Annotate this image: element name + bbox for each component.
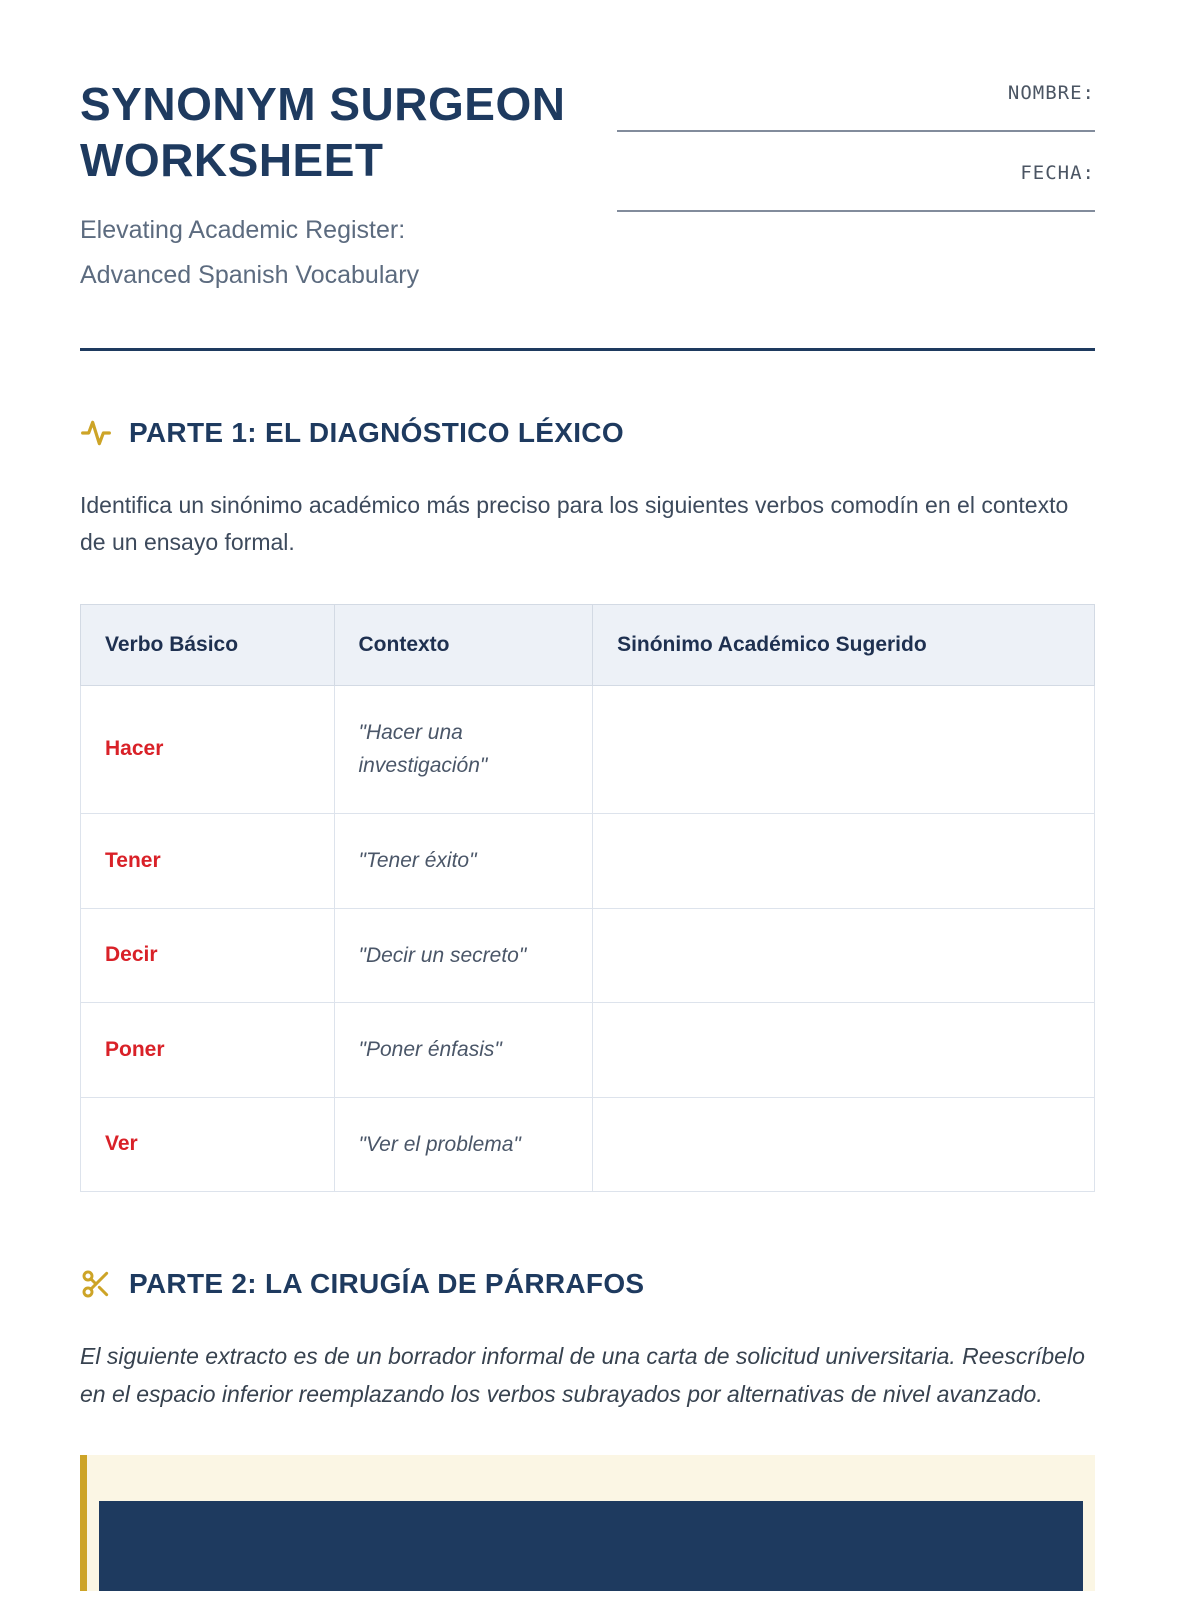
page-title-line-1: SYNONYM SURGEON	[80, 78, 566, 130]
verb-cell: Tener	[81, 813, 335, 908]
nombre-blank-line	[617, 130, 1095, 132]
table-row	[81, 1097, 1095, 1192]
fecha-label: FECHA:	[1020, 162, 1095, 184]
part2-heading-text: PARTE 2: LA CIRUGÍA DE PÁRRAFOS	[129, 1268, 645, 1300]
header	[80, 76, 1095, 298]
extract-quote-box	[80, 1455, 1095, 1591]
verb-cell: Ver	[81, 1097, 335, 1192]
nombre-label: NOMBRE:	[1007, 82, 1095, 104]
pulse-icon	[80, 417, 112, 449]
part2-intro: El siguiente extracto es de un borrador informal de una carta de solicitud universitaria. Reescríbelo en el espacio inferior reemplazando los verbos subrayados por alternativas de nivel avanzado.	[80, 1343, 1085, 1407]
verb-cell: Decir	[81, 908, 335, 1003]
nombre-field-group	[617, 82, 1095, 132]
synonym-answer-cell	[593, 1097, 1095, 1192]
table-row	[81, 908, 1095, 1003]
header-divider	[80, 348, 1095, 351]
fecha-field-group	[617, 162, 1095, 212]
diagnosis-table	[80, 604, 1095, 1193]
column-header-contexto: Contexto	[334, 604, 593, 685]
extract-dark-block	[99, 1501, 1083, 1591]
column-header-sinonimo: Sinónimo Académico Sugerido	[593, 604, 1095, 685]
table-row	[81, 813, 1095, 908]
page-subtitle-line-1: Elevating Academic Register:	[80, 216, 406, 245]
verb-cell: Poner	[81, 1003, 335, 1098]
context-cell: "Tener éxito"	[334, 813, 593, 908]
part1-heading-text: PARTE 1: EL DIAGNÓSTICO LÉXICO	[129, 417, 624, 449]
synonym-answer-cell	[593, 685, 1095, 813]
scissors-icon	[80, 1268, 112, 1300]
title-block	[80, 76, 565, 298]
context-cell: "Decir un secreto"	[334, 908, 593, 1003]
column-header-verbo: Verbo Básico	[81, 604, 335, 685]
part2-heading	[80, 1268, 1095, 1300]
table-row	[81, 685, 1095, 813]
fecha-blank-line	[617, 210, 1095, 212]
page-title	[80, 76, 565, 188]
table-body	[81, 685, 1095, 1192]
synonym-answer-cell	[593, 813, 1095, 908]
table-header-row	[81, 604, 1095, 685]
context-cell: "Poner énfasis"	[334, 1003, 593, 1098]
table-head	[81, 604, 1095, 685]
context-cell: "Hacer una investigación"	[334, 685, 593, 813]
synonym-answer-cell	[593, 908, 1095, 1003]
table-row	[81, 1003, 1095, 1098]
part1-heading	[80, 417, 1095, 449]
synonym-answer-cell	[593, 1003, 1095, 1098]
context-cell: "Ver el problema"	[334, 1097, 593, 1192]
part1-intro: Identifica un sinónimo académico más preciso para los siguientes verbos comodín en el contexto de un ensayo formal.	[80, 492, 1069, 556]
page-title-line-2: WORKSHEET	[80, 134, 384, 187]
verb-cell: Hacer	[81, 685, 335, 813]
name-date-block	[617, 76, 1095, 212]
page-subtitle	[80, 208, 565, 298]
page-subtitle-line-2: Advanced Spanish Vocabulary	[80, 261, 420, 290]
